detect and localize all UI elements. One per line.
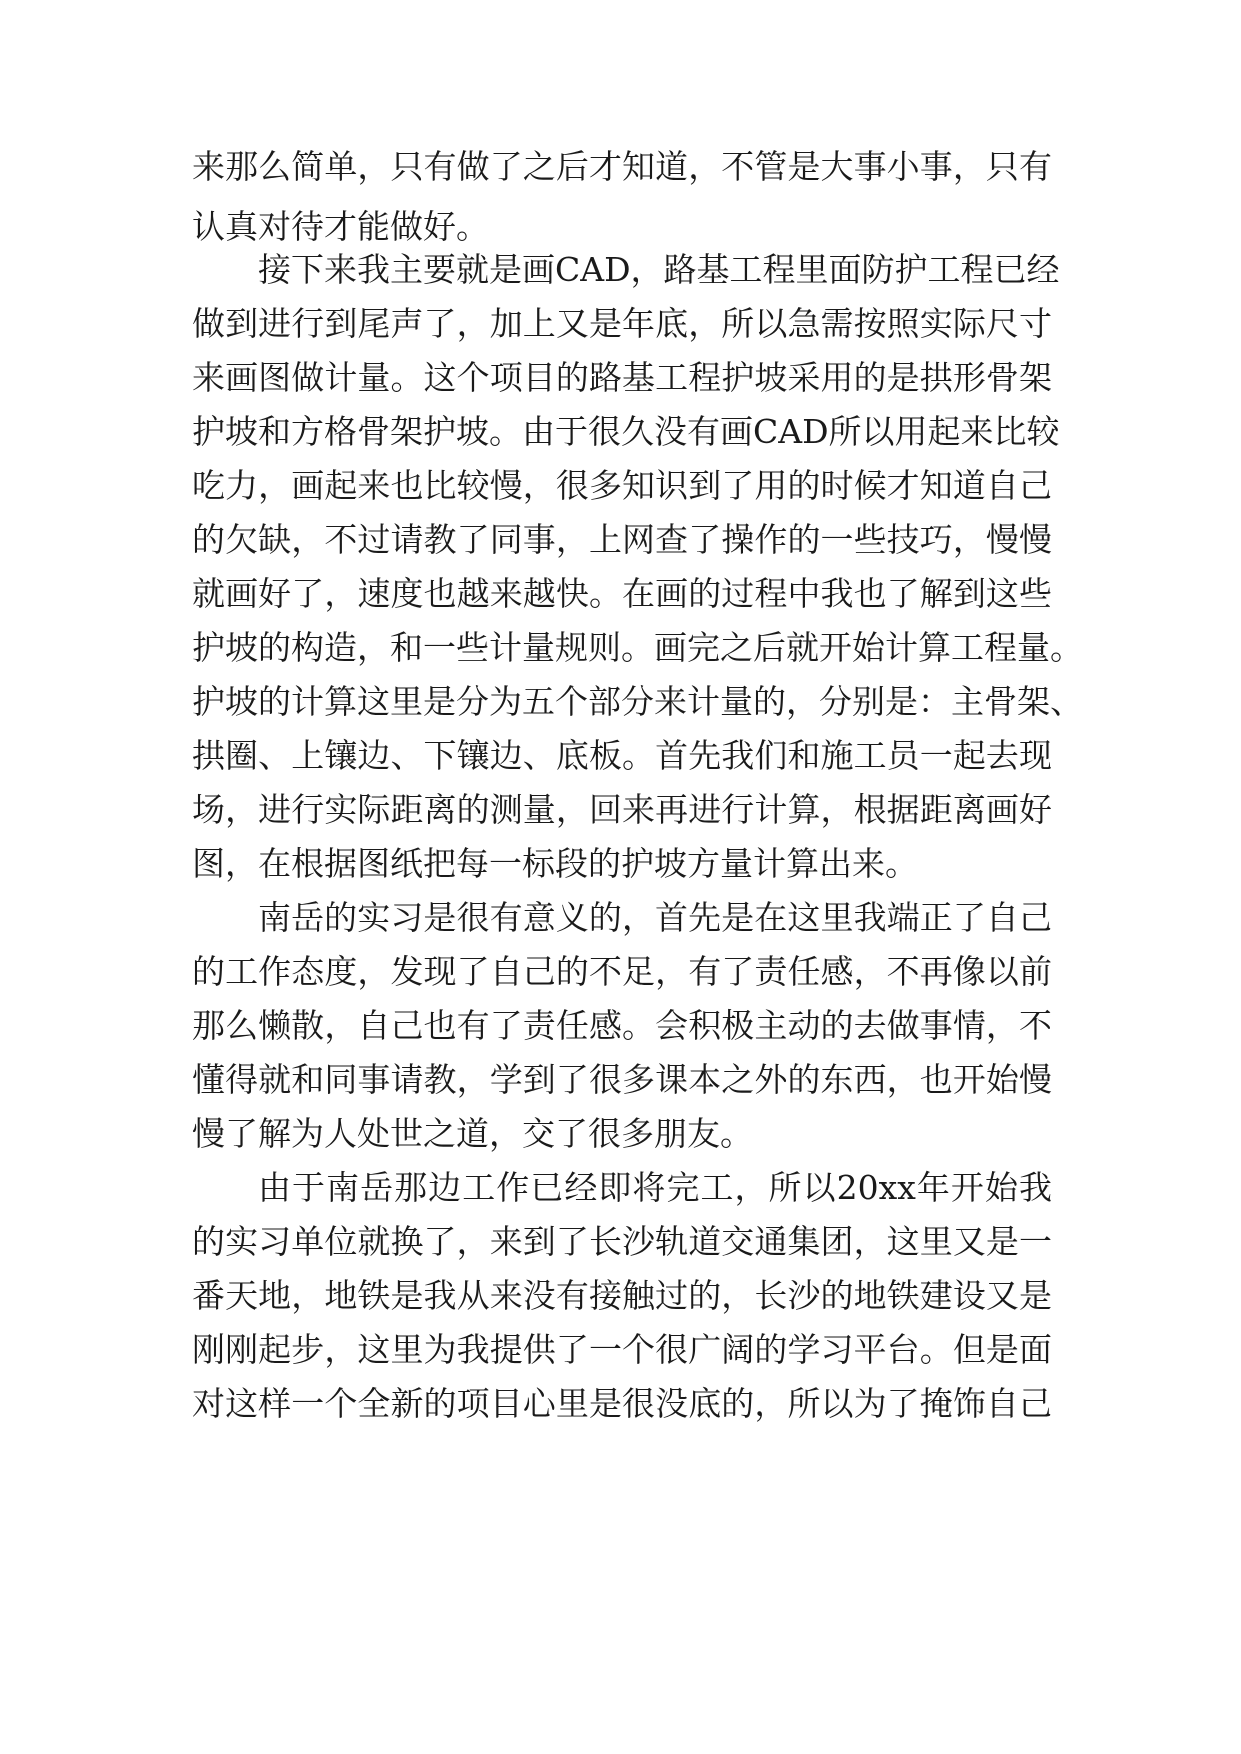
text-line: 图，在根据图纸把每一标段的护坡方量计算出来。 xyxy=(192,844,918,883)
text-line: 护坡的构造，和一些计量规则。画完之后就开始计算工程量。 xyxy=(192,628,1083,667)
text-line: 的工作态度，发现了自己的不足，有了责任感，不再像以前 xyxy=(192,952,1052,991)
text-line: 就画好了，速度也越来越快。在画的过程中我也了解到这些 xyxy=(192,574,1052,613)
paragraph-first-line: 南岳的实习是很有意义的，首先是在这里我端正了自己 xyxy=(258,898,1052,937)
paragraph-first-line: 由于南岳那边工作已经即将完工，所以20xx年开始我 xyxy=(258,1168,1052,1207)
text-line: 刚刚起步，这里为我提供了一个很广阔的学习平台。但是面 xyxy=(192,1330,1052,1369)
text-line: 的欠缺，不过请教了同事，上网查了操作的一些技巧，慢慢 xyxy=(192,520,1052,559)
text-line: 来那么简单，只有做了之后才知道，不管是大事小事，只有 xyxy=(192,147,1052,186)
text-line: 番天地，地铁是我从来没有接触过的，长沙的地铁建设又是 xyxy=(192,1276,1052,1315)
text-line: 认真对待才能做好。 xyxy=(192,207,489,246)
text-line: 来画图做计量。这个项目的路基工程护坡采用的是拱形骨架 xyxy=(192,358,1052,397)
text-line: 懂得就和同事请教，学到了很多课本之外的东西，也开始慢 xyxy=(192,1060,1052,1099)
text-line: 做到进行到尾声了，加上又是年底，所以急需按照实际尺寸 xyxy=(192,304,1052,343)
text-line: 的实习单位就换了，来到了长沙轨道交通集团，这里又是一 xyxy=(192,1222,1052,1261)
paragraph-first-line: 接下来我主要就是画CAD，路基工程里面防护工程已经 xyxy=(258,250,1060,289)
text-line: 慢了解为人处世之道，交了很多朋友。 xyxy=(192,1114,753,1153)
text-line: 那么懒散，自己也有了责任感。会积极主动的去做事情，不 xyxy=(192,1006,1052,1045)
text-line: 护坡的计算这里是分为五个部分来计量的，分别是：主骨架、 xyxy=(192,682,1083,721)
text-line: 场，进行实际距离的测量，回来再进行计算，根据距离画好 xyxy=(192,790,1052,829)
text-line: 拱圈、上镶边、下镶边、底板。首先我们和施工员一起去现 xyxy=(192,736,1052,775)
text-line: 对这样一个全新的项目心里是很没底的，所以为了掩饰自己 xyxy=(192,1384,1052,1423)
text-line: 护坡和方格骨架护坡。由于很久没有画CAD所以用起来比较 xyxy=(192,412,1060,451)
text-line: 吃力，画起来也比较慢，很多知识到了用的时候才知道自己 xyxy=(192,466,1052,505)
